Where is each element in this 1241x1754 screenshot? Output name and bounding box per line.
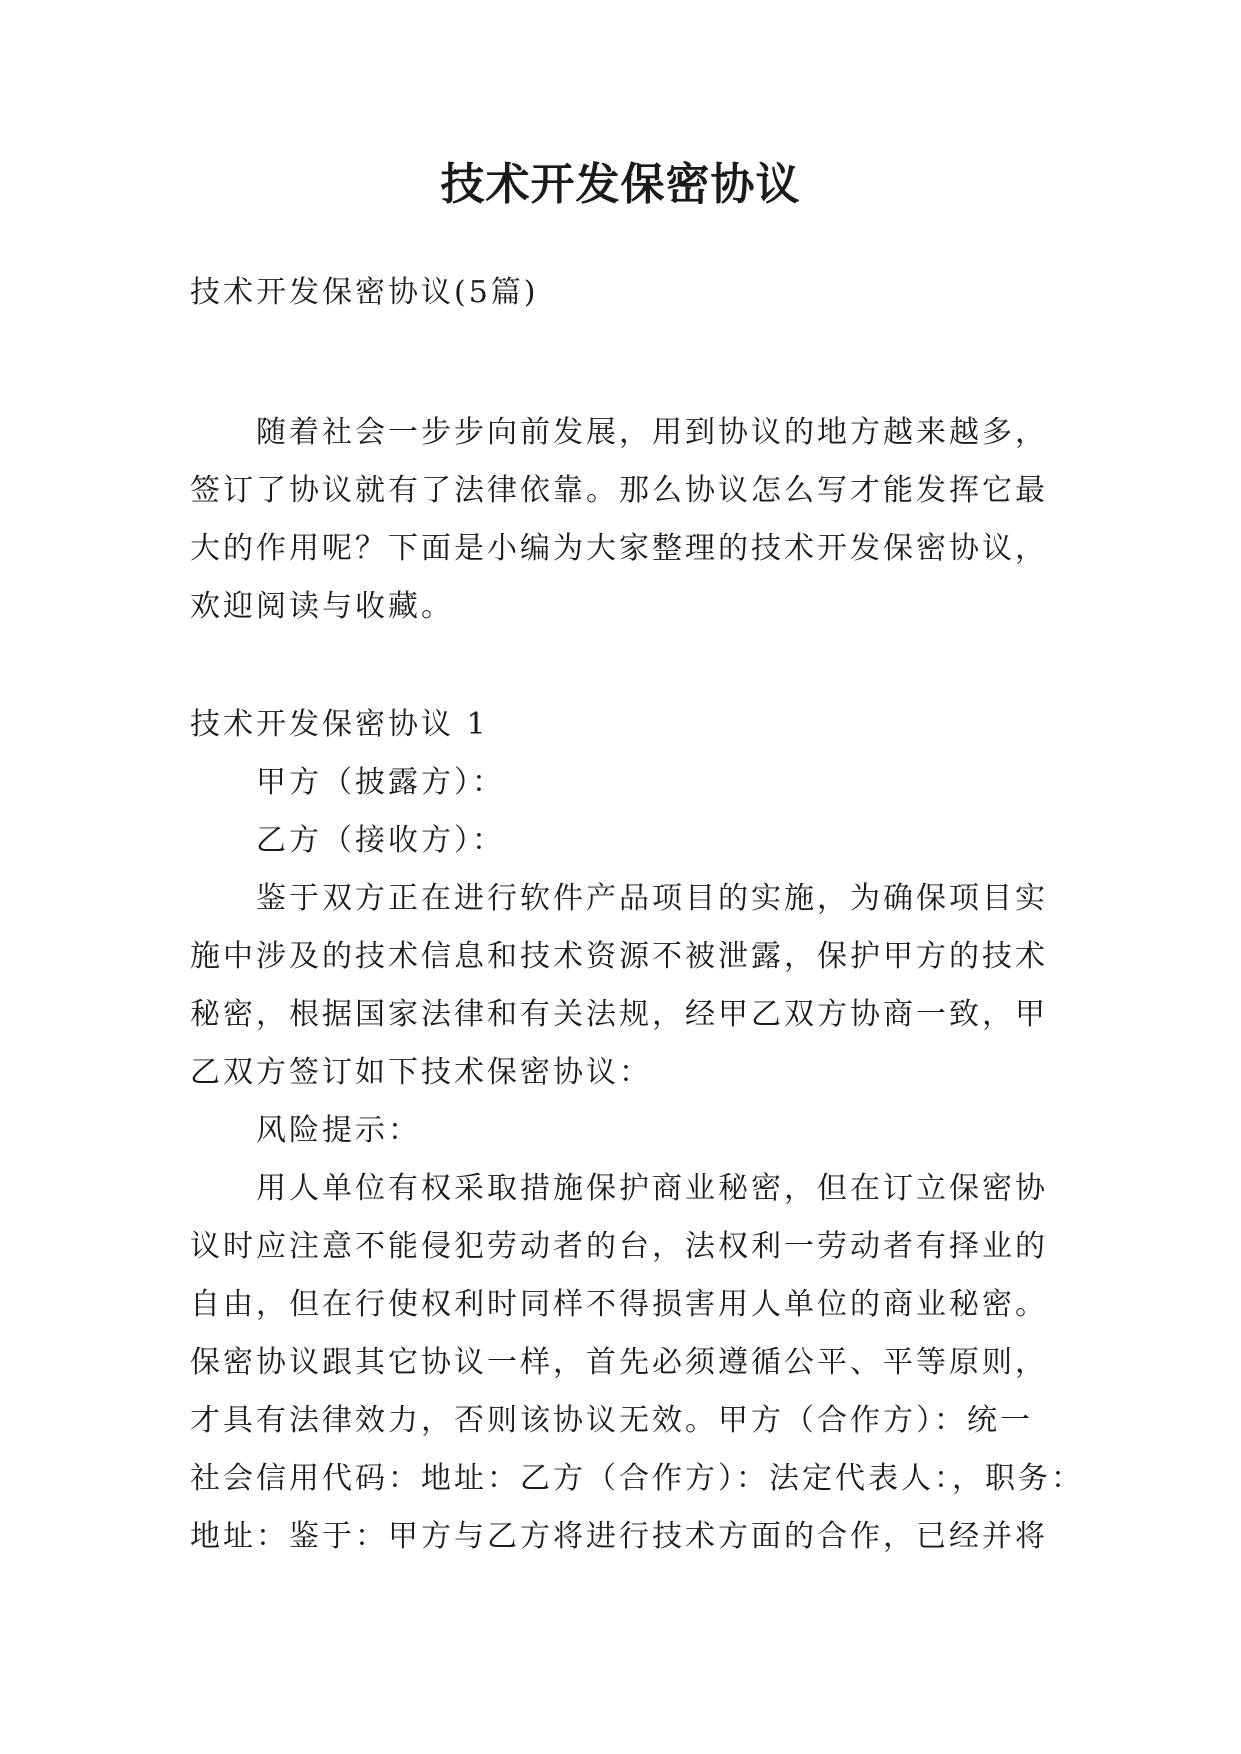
section-text-line: 用人单位有权采取措施保护商业秘密，但在订立保密协 — [256, 1171, 1048, 1206]
agreement-section-1 — [190, 696, 1084, 1566]
intro-line: 签订了协议就有了法律依靠。那么协议怎么写才能发挥它最 — [190, 473, 1048, 508]
section-text-line: 乙双方签订如下技术保密协议： — [190, 1055, 652, 1090]
party-b-line: 乙方（接收方）： — [256, 823, 505, 858]
intro-line: 随着社会一步步向前发展，用到协议的地方越来越多， — [256, 415, 1048, 450]
section-text-line: 鉴于双方正在进行软件产品项目的实施，为确保项目实 — [256, 881, 1048, 916]
section-heading: 技术开发保密协议 1 — [190, 707, 489, 742]
section-text-line: 地址：鉴于：甲方与乙方将进行技术方面的合作，已经并将 — [190, 1519, 1048, 1554]
section-text-line: 社会信用代码：地址：乙方（合作方）：法定代表人：，职务： — [190, 1461, 1084, 1496]
intro-line: 大的作用呢？下面是小编为大家整理的技术开发保密协议， — [190, 531, 1048, 566]
section-text-line: 议时应注意不能侵犯劳动者的台，法权利一劳动者有择业的 — [190, 1229, 1048, 1264]
risk-notice-label: 风险提示： — [256, 1113, 421, 1148]
intro-line: 欢迎阅读与收藏。 — [190, 589, 454, 624]
section-text-line: 秘密，根据国家法律和有关法规，经甲乙双方协商一致，甲 — [190, 997, 1048, 1032]
document-subtitle: 技术开发保密协议(5篇) — [190, 275, 539, 310]
intro-paragraph — [190, 404, 1060, 636]
section-text-line: 自由，但在行使权利时同样不得损害用人单位的商业秘密。 — [190, 1287, 1048, 1322]
section-text-line: 才具有法律效力，否则该协议无效。甲方（合作方）：统一 — [190, 1403, 1033, 1438]
section-text-line: 施中涉及的技术信息和技术资源不被泄露，保护甲方的技术 — [190, 939, 1048, 974]
section-text-line: 保密协议跟其它协议一样，首先必须遵循公平、平等原则， — [190, 1345, 1048, 1380]
party-a-line: 甲方（披露方）： — [256, 765, 505, 800]
document-title: 技术开发保密协议 — [440, 159, 801, 210]
